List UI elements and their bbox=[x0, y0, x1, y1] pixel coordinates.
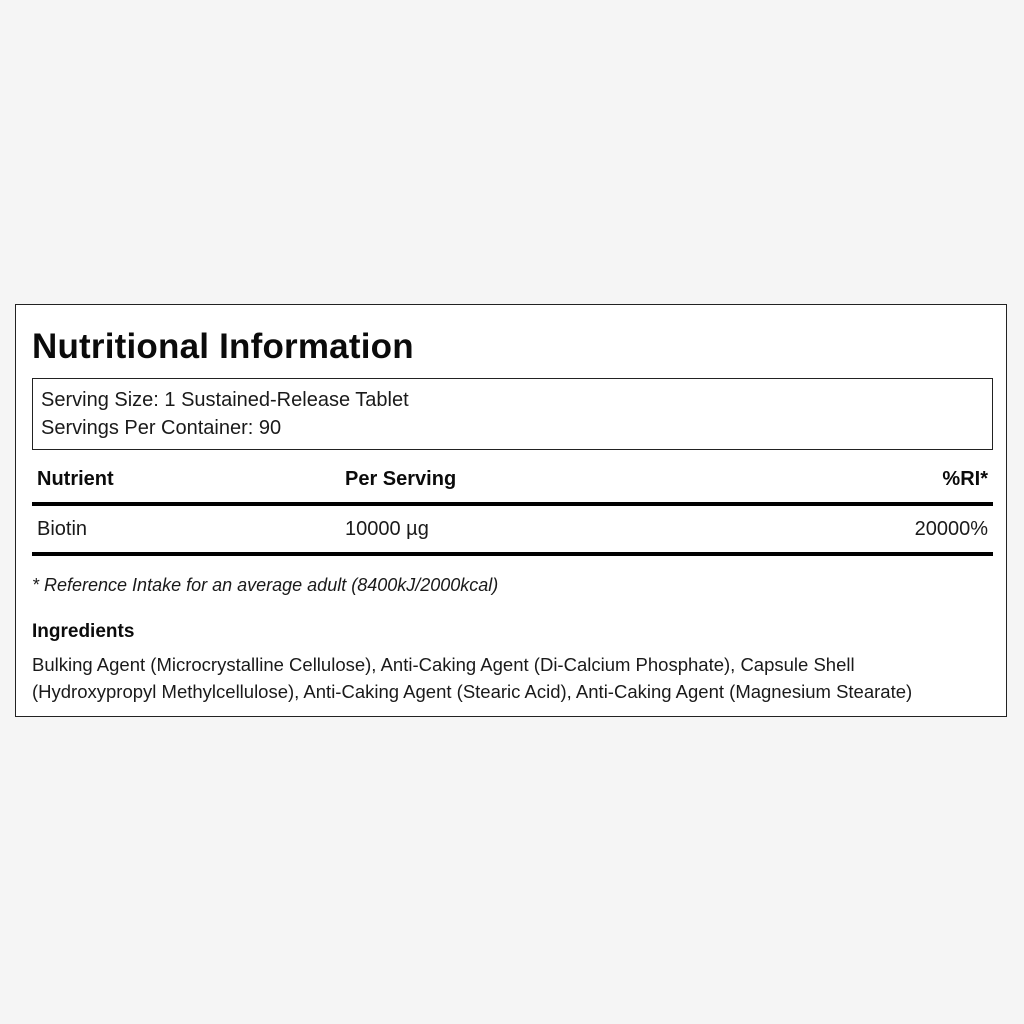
nutrient-per-serving: 10000 µg bbox=[345, 518, 429, 540]
header-ri: %RI* bbox=[942, 468, 988, 490]
nutrient-ri: 20000% bbox=[914, 518, 988, 540]
ingredients-list: Bulking Agent (Microcrystalline Cellulose), Anti-Caking Agent (Di-Calcium Phosphate), Capsule Shell (Hydroxypropyl Methylcellulose), Anti-Caking Agent (Stearic Acid), Anti-Caking Agent (Magnesium Stearate) bbox=[32, 654, 913, 702]
nutrient-table-header bbox=[32, 468, 993, 502]
serving-size: Serving Size: 1 Sustained-Release Tablet bbox=[41, 389, 409, 411]
header-per-serving: Per Serving bbox=[345, 468, 457, 490]
servings-per-container: Servings Per Container: 90 bbox=[41, 417, 282, 439]
panel-title: Nutritional Information bbox=[32, 327, 414, 366]
table-divider bbox=[32, 552, 993, 556]
serving-info-box bbox=[32, 378, 993, 450]
ri-footnote: * Reference Intake for an average adult (8400kJ/2000kcal) bbox=[32, 575, 499, 595]
nutrition-panel bbox=[15, 304, 1007, 717]
table-divider bbox=[32, 502, 993, 506]
table-row bbox=[32, 518, 993, 552]
nutrient-name: Biotin bbox=[37, 518, 88, 540]
ingredients-heading: Ingredients bbox=[32, 621, 135, 642]
header-nutrient: Nutrient bbox=[37, 468, 114, 490]
